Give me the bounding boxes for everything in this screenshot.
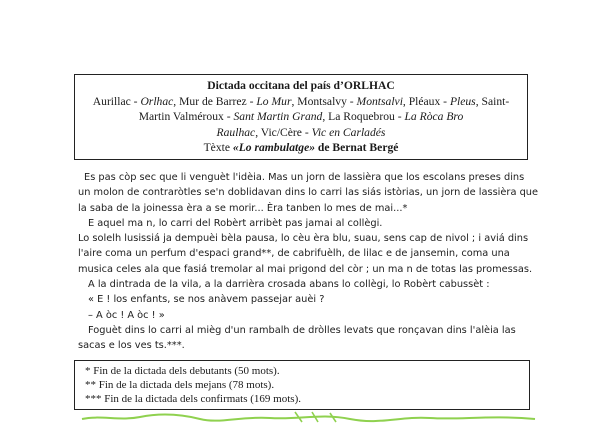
body-line: A la dintrada de la vila, a la darrièra crosada abans lo collègi, lo Robèrt cabussèt : — [88, 279, 490, 291]
footnotes-box — [74, 360, 530, 410]
place-occitan: Orlhac — [140, 94, 174, 108]
place-text: , Montsalvy - — [291, 94, 357, 108]
body-line: l'aire coma un perfum d'espaci grand**, de cabrifuèlh, de lilac e de jansemin, coma una — [78, 248, 510, 260]
body-line: Lo solelh lusissiá ja dempuèi bèla pausa, lo cèu èra blu, suau, sens cap de nivol ; i aviá dins — [78, 233, 529, 245]
text-title: «Lo rambulatge» — [232, 141, 316, 154]
green-handwriting-scrawl — [80, 410, 540, 423]
footnote: * Fin de la dictada dels debutants (50 mots). — [85, 365, 280, 377]
text-credit — [75, 140, 527, 156]
place-text: , Pléaux - — [402, 94, 450, 108]
body-line: la saba de la joinessa èra a se morir... Èra tanben lo mes de mai...* — [78, 202, 408, 214]
place-occitan: La Ròca Bro — [404, 110, 464, 123]
footnote: ** Fin de la dictada dels mejans (78 mots). — [85, 379, 275, 391]
body-line: un molon de contraròtles se'n doblidavan dins lo carri las siás istòrias, un jorn de lassièra que — [78, 187, 539, 199]
place-text: , La Roquebrou - — [322, 110, 405, 123]
body-line: – A òc ! A òc ! » — [88, 309, 165, 321]
body-line: musica celes ala que fasiá tremolar al mai prigond del còr ; un ma n de totas las promessas. — [78, 263, 533, 275]
footnote: *** Fin de la dictada dels confirmats (169 mots). — [85, 393, 301, 405]
place-occitan: Montsalvi — [356, 94, 403, 108]
place-text: , Saint- — [475, 94, 510, 108]
place-text: Aurillac - — [92, 94, 141, 108]
body-line: sacas e los ves ts.***. — [78, 340, 185, 352]
places-line-3 — [75, 125, 527, 141]
places-line-2 — [75, 109, 527, 125]
body-line: Foguèt dins lo carri al mièg d'un rambalh de dròlles levats que ronçavan dins l'alèia las — [88, 324, 516, 336]
place-occitan: Sant Martin Grand — [233, 110, 323, 123]
place-text: Martin Valméroux - — [138, 110, 234, 123]
body-line: Es pas còp sec que li venguèt l'idèia. Mas un jorn de lassièra que los escolans preses dins — [84, 172, 525, 183]
places-line-1 — [75, 94, 527, 110]
place-text: , Vic/Cère - — [255, 125, 312, 139]
place-occitan: Pleus — [449, 94, 476, 108]
place-occitan: Vic en Carladés — [311, 125, 386, 139]
header-box — [74, 74, 528, 160]
place-text: , Mur de Barrez - — [173, 94, 257, 108]
body-line: « E ! los enfants, se nos anàvem passejar auèi ? — [88, 294, 325, 306]
body-line: E aquel ma n, lo carri del Robèrt arribèt pas jamai al collègi. — [88, 217, 383, 229]
place-occitan: Raulhac — [216, 125, 256, 139]
credit-label: Tèxte — [203, 141, 233, 154]
author: de Bernat Bergé — [315, 141, 399, 154]
place-occitan: Lo Mur — [256, 94, 292, 108]
dictation-body — [78, 170, 539, 354]
dictation-title: Dictada occitana del país d’ORLHAC — [207, 79, 395, 92]
